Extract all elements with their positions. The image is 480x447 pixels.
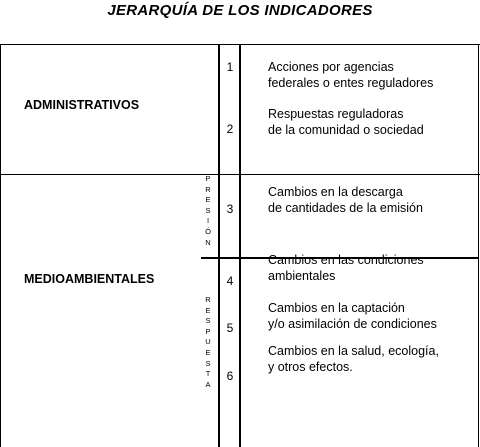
indicator-number-6: 6 (226, 369, 234, 383)
indicator-description-5 (268, 300, 437, 332)
indicator-description-2 (268, 106, 424, 138)
indicator-number-5: 5 (226, 321, 234, 335)
indicator-6-line-2: y otros efectos. (268, 360, 353, 374)
frame-left-line (0, 44, 1, 447)
indicator-2-line-2: de la comunidad o sociedad (268, 123, 424, 137)
indicator-description-6 (268, 343, 439, 375)
indicator-description-1 (268, 59, 433, 91)
indicator-number-2: 2 (226, 122, 234, 136)
indicator-4-line-1: Cambios en las condiciones (268, 253, 424, 267)
frame-right-line (478, 44, 479, 447)
indicator-3-line-2: de cantidades de la emisión (268, 201, 423, 215)
indicator-number-4: 4 (226, 274, 234, 288)
side-label-pressure: P R E S I Ó N (205, 174, 211, 247)
indicator-5-line-2: y/o asimilación de condiciones (268, 317, 437, 331)
indicator-number-3: 3 (226, 202, 234, 216)
indicator-2-line-1: Respuestas reguladoras (268, 107, 404, 121)
indicator-5-line-1: Cambios en la captación (268, 301, 405, 315)
column-divider-left (218, 44, 220, 447)
category-environmental: MEDIOAMBIENTALES (24, 272, 155, 286)
indicator-4-line-2: ambientales (268, 269, 336, 283)
indicator-description-3 (268, 184, 423, 216)
indicator-1-line-1: Acciones por agencias (268, 60, 394, 74)
category-administrative: ADMINISTRATIVOS (24, 98, 140, 112)
diagram-title: JERARQUÍA DE LOS INDICADORES (107, 2, 373, 19)
indicator-6-line-1: Cambios en la salud, ecología, (268, 344, 439, 358)
indicator-number-1: 1 (226, 60, 234, 74)
row-divider-middle (0, 174, 480, 175)
column-divider-right (239, 44, 241, 447)
indicator-3-line-1: Cambios en la descarga (268, 185, 403, 199)
side-label-response: R E S P U E S T A (205, 295, 211, 389)
indicator-description-4 (268, 252, 424, 284)
indicator-1-line-2: federales o entes reguladores (268, 76, 434, 90)
